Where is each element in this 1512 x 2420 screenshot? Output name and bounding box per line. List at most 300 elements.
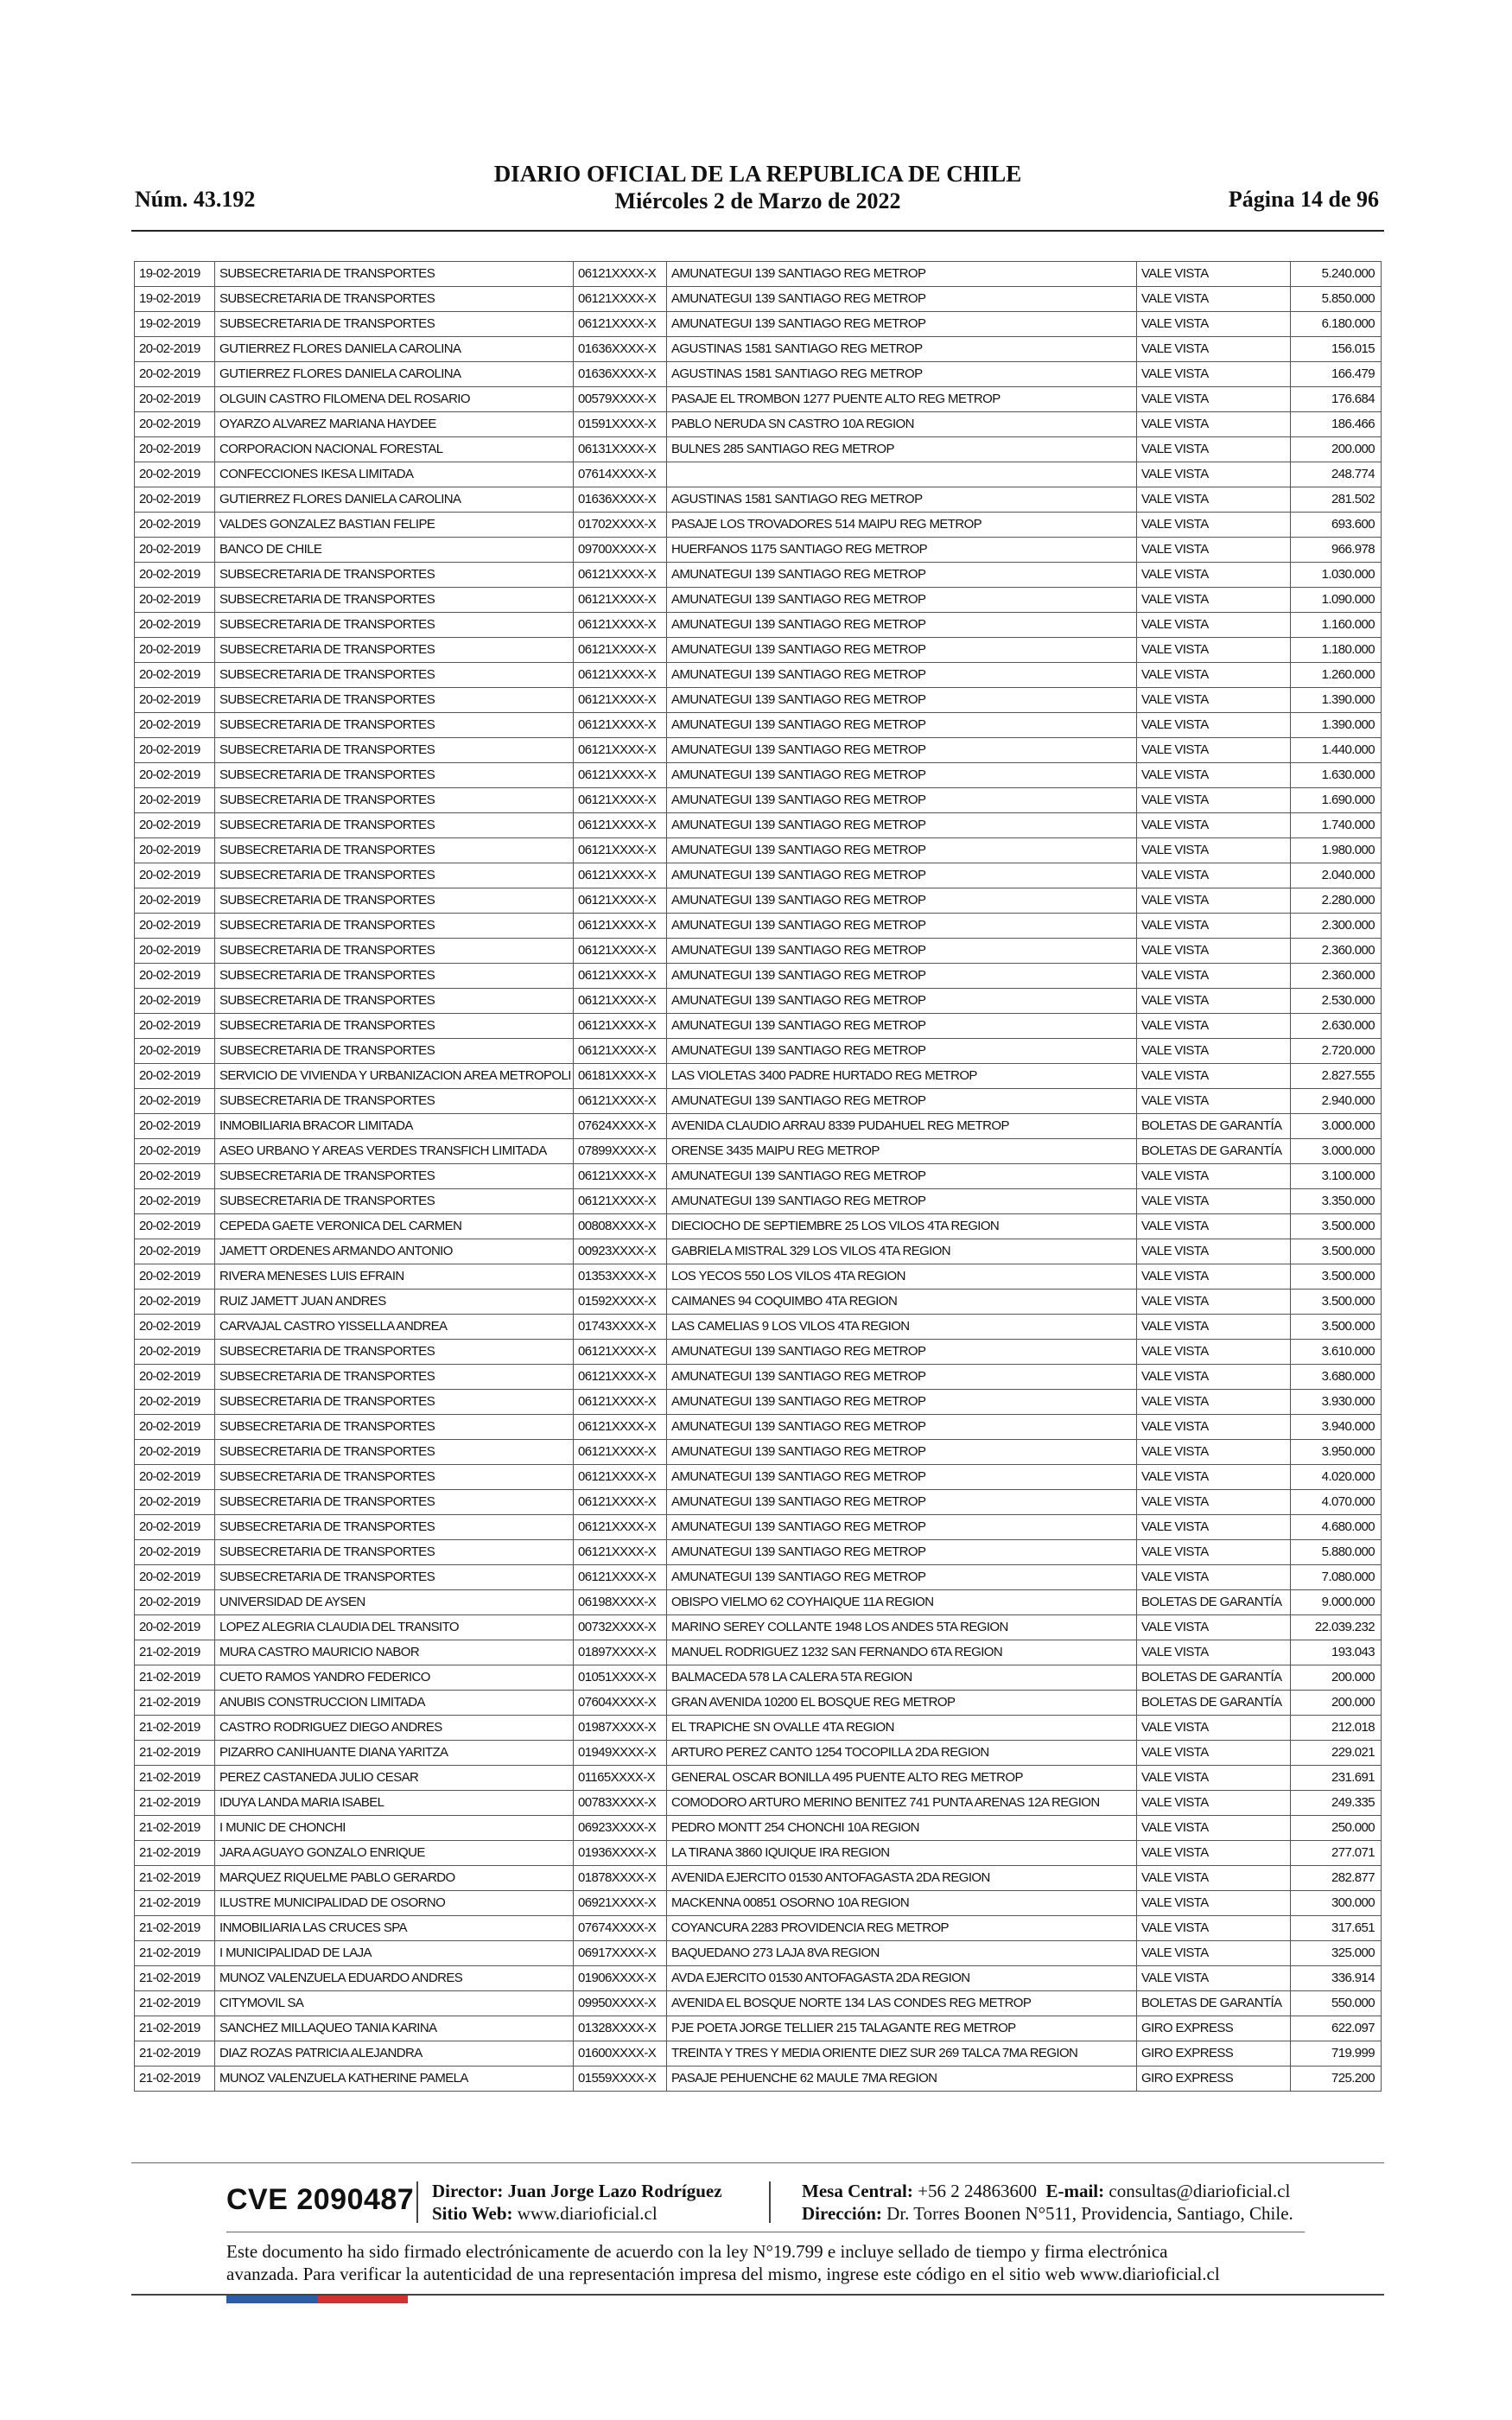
date-cell: 20-02-2019 <box>135 1239 215 1264</box>
rut-cell: 06121XXXX-X <box>574 1415 667 1440</box>
rut-cell: 07899XXXX-X <box>574 1139 667 1164</box>
address-cell: PEDRO MONTT 254 CHONCHI 10A REGION <box>667 1816 1137 1841</box>
document-type-cell: VALE VISTA <box>1137 312 1291 337</box>
address-cell: AVENIDA CLAUDIO ARRAU 8339 PUDAHUEL REG METROP <box>667 1114 1137 1139</box>
date-cell: 21-02-2019 <box>135 1741 215 1766</box>
address-cell: AVENIDA EJERCITO 01530 ANTOFAGASTA 2DA REGION <box>667 1866 1137 1891</box>
address-cell: AMUNATEGUI 139 SANTIAGO REG METROP <box>667 563 1137 588</box>
table-row <box>135 1540 1382 1565</box>
table-row <box>135 1264 1382 1290</box>
name-cell: CUETO RAMOS YANDRO FEDERICO <box>215 1665 574 1691</box>
name-cell: SUBSECRETARIA DE TRANSPORTES <box>215 563 574 588</box>
name-cell: CASTRO RODRIGUEZ DIEGO ANDRES <box>215 1716 574 1741</box>
amount-cell: 3.500.000 <box>1291 1290 1382 1315</box>
document-type-cell: VALE VISTA <box>1137 513 1291 538</box>
address-cell: AMUNATEGUI 139 SANTIAGO REG METROP <box>667 588 1137 613</box>
rut-cell: 01591XXXX-X <box>574 412 667 437</box>
table-row <box>135 1891 1382 1916</box>
table-row <box>135 2067 1382 2092</box>
table-row <box>135 1916 1382 1941</box>
date-cell: 20-02-2019 <box>135 989 215 1014</box>
date-cell: 19-02-2019 <box>135 262 215 287</box>
rut-cell: 06121XXXX-X <box>574 964 667 989</box>
rut-cell: 06121XXXX-X <box>574 588 667 613</box>
address-cell: AMUNATEGUI 139 SANTIAGO REG METROP <box>667 788 1137 813</box>
document-type-cell: VALE VISTA <box>1137 1791 1291 1816</box>
table-row <box>135 863 1382 888</box>
document-type-cell: VALE VISTA <box>1137 763 1291 788</box>
address-cell: PJE POETA JORGE TELLIER 215 TALAGANTE REG METROP <box>667 2016 1137 2041</box>
document-type-cell: VALE VISTA <box>1137 1390 1291 1415</box>
table-row <box>135 1741 1382 1766</box>
issue-number: Núm. 43.192 <box>135 187 256 212</box>
rut-cell: 01600XXXX-X <box>574 2041 667 2067</box>
date-cell: 20-02-2019 <box>135 688 215 713</box>
publication-date: Miércoles 2 de Marzo de 2022 <box>614 188 901 213</box>
name-cell: OLGUIN CASTRO FILOMENA DEL ROSARIO <box>215 387 574 412</box>
rut-cell: 09950XXXX-X <box>574 1991 667 2016</box>
document-type-cell: VALE VISTA <box>1137 462 1291 487</box>
table-row <box>135 1189 1382 1214</box>
date-cell: 21-02-2019 <box>135 1665 215 1691</box>
document-type-cell: GIRO EXPRESS <box>1137 2016 1291 2041</box>
amount-cell: 719.999 <box>1291 2041 1382 2067</box>
address-cell: AVDA EJERCITO 01530 ANTOFAGASTA 2DA REGION <box>667 1966 1137 1991</box>
address-cell: LAS VIOLETAS 3400 PADRE HURTADO REG METROP <box>667 1064 1137 1089</box>
date-cell: 21-02-2019 <box>135 2041 215 2067</box>
rut-cell: 01936XXXX-X <box>574 1841 667 1866</box>
name-cell: JAMETT ORDENES ARMANDO ANTONIO <box>215 1239 574 1264</box>
document-type-cell: VALE VISTA <box>1137 487 1291 513</box>
document-type-cell: VALE VISTA <box>1137 1966 1291 1991</box>
address-value: Dr. Torres Boonen N°511, Providencia, Santiago, Chile. <box>886 2203 1293 2224</box>
table-row <box>135 838 1382 863</box>
date-cell: 21-02-2019 <box>135 1816 215 1841</box>
rut-cell: 07624XXXX-X <box>574 1114 667 1139</box>
date-cell: 20-02-2019 <box>135 1290 215 1315</box>
cve-code: CVE 2090487 <box>226 2183 415 2216</box>
name-cell: SUBSECRETARIA DE TRANSPORTES <box>215 1014 574 1039</box>
date-cell: 20-02-2019 <box>135 387 215 412</box>
amount-cell: 277.071 <box>1291 1841 1382 1866</box>
name-cell: ASEO URBANO Y AREAS VERDES TRANSFICH LIMITADA <box>215 1139 574 1164</box>
rut-cell: 06121XXXX-X <box>574 1515 667 1540</box>
rut-cell: 01353XXXX-X <box>574 1264 667 1290</box>
name-cell: SUBSECRETARIA DE TRANSPORTES <box>215 613 574 638</box>
table-row <box>135 513 1382 538</box>
amount-cell: 212.018 <box>1291 1716 1382 1741</box>
table-row <box>135 1064 1382 1089</box>
address-cell: AMUNATEGUI 139 SANTIAGO REG METROP <box>667 1189 1137 1214</box>
amount-cell: 3.500.000 <box>1291 1239 1382 1264</box>
table-row <box>135 262 1382 287</box>
table-row <box>135 1415 1382 1440</box>
date-cell: 20-02-2019 <box>135 1214 215 1239</box>
amount-cell: 186.466 <box>1291 412 1382 437</box>
table-row <box>135 613 1382 638</box>
rut-cell: 00579XXXX-X <box>574 387 667 412</box>
name-cell: SUBSECRETARIA DE TRANSPORTES <box>215 638 574 663</box>
name-cell: I MUNICIPALIDAD DE LAJA <box>215 1941 574 1966</box>
rut-cell: 01328XXXX-X <box>574 2016 667 2041</box>
amount-cell: 4.070.000 <box>1291 1490 1382 1515</box>
address-cell: PASAJE LOS TROVADORES 514 MAIPU REG METROP <box>667 513 1137 538</box>
rut-cell: 06121XXXX-X <box>574 1089 667 1114</box>
address-cell: HUERFANOS 1175 SANTIAGO REG METROP <box>667 538 1137 563</box>
name-cell: SUBSECRETARIA DE TRANSPORTES <box>215 1164 574 1189</box>
name-cell: CEPEDA GAETE VERONICA DEL CARMEN <box>215 1214 574 1239</box>
amount-cell: 250.000 <box>1291 1816 1382 1841</box>
table-row <box>135 1239 1382 1264</box>
rut-cell: 06121XXXX-X <box>574 1340 667 1365</box>
table-row <box>135 1465 1382 1490</box>
website-label: Sitio Web: <box>432 2203 513 2224</box>
amount-cell: 22.039.232 <box>1291 1615 1382 1640</box>
rut-cell: 06121XXXX-X <box>574 763 667 788</box>
date-cell: 21-02-2019 <box>135 1766 215 1791</box>
amount-cell: 1.690.000 <box>1291 788 1382 813</box>
rut-cell: 09700XXXX-X <box>574 538 667 563</box>
table-row <box>135 362 1382 387</box>
email-link[interactable]: consultas@diarioficial.cl <box>1109 2181 1291 2201</box>
name-cell: RIVERA MENESES LUIS EFRAIN <box>215 1264 574 1290</box>
document-type-cell: VALE VISTA <box>1137 788 1291 813</box>
table-row <box>135 713 1382 738</box>
table-row <box>135 487 1382 513</box>
table-row <box>135 1565 1382 1590</box>
rut-cell: 07604XXXX-X <box>574 1691 667 1716</box>
amount-cell: 5.240.000 <box>1291 262 1382 287</box>
date-cell: 20-02-2019 <box>135 738 215 763</box>
page-number: Página 14 de 96 <box>1228 187 1379 212</box>
name-cell: SUBSECRETARIA DE TRANSPORTES <box>215 888 574 914</box>
date-cell: 20-02-2019 <box>135 1565 215 1590</box>
document-type-cell: VALE VISTA <box>1137 1841 1291 1866</box>
date-cell: 20-02-2019 <box>135 1465 215 1490</box>
name-cell: PIZARRO CANIHUANTE DIANA YARITZA <box>215 1741 574 1766</box>
name-cell: SUBSECRETARIA DE TRANSPORTES <box>215 1540 574 1565</box>
name-cell: GUTIERREZ FLORES DANIELA CAROLINA <box>215 362 574 387</box>
document-type-cell: VALE VISTA <box>1137 1891 1291 1916</box>
table-row <box>135 538 1382 563</box>
table-row <box>135 1640 1382 1665</box>
table-row <box>135 1440 1382 1465</box>
date-cell: 20-02-2019 <box>135 1014 215 1039</box>
document-type-cell: BOLETAS DE GARANTÍA <box>1137 1665 1291 1691</box>
document-type-cell: VALE VISTA <box>1137 412 1291 437</box>
rut-cell: 06121XXXX-X <box>574 663 667 688</box>
name-cell: INMOBILIARIA BRACOR LIMITADA <box>215 1114 574 1139</box>
date-cell: 20-02-2019 <box>135 513 215 538</box>
document-type-cell: VALE VISTA <box>1137 1089 1291 1114</box>
rut-cell: 06121XXXX-X <box>574 1540 667 1565</box>
address-cell: AMUNATEGUI 139 SANTIAGO REG METROP <box>667 663 1137 688</box>
date-cell: 20-02-2019 <box>135 1340 215 1365</box>
table-row <box>135 939 1382 964</box>
address-cell: AMUNATEGUI 139 SANTIAGO REG METROP <box>667 1415 1137 1440</box>
table-row <box>135 1590 1382 1615</box>
date-cell: 20-02-2019 <box>135 462 215 487</box>
table-row <box>135 462 1382 487</box>
address-cell: COMODORO ARTURO MERINO BENITEZ 741 PUNTA ARENAS 12A REGION <box>667 1791 1137 1816</box>
rut-cell: 01702XXXX-X <box>574 513 667 538</box>
rut-cell: 06121XXXX-X <box>574 262 667 287</box>
table-row <box>135 1139 1382 1164</box>
rut-cell: 01897XXXX-X <box>574 1640 667 1665</box>
address-cell: BALMACEDA 578 LA CALERA 5TA REGION <box>667 1665 1137 1691</box>
flag-stripe-blue <box>226 2296 318 2303</box>
rut-cell: 06121XXXX-X <box>574 287 667 312</box>
name-cell: SUBSECRETARIA DE TRANSPORTES <box>215 1390 574 1415</box>
amount-cell: 176.684 <box>1291 387 1382 412</box>
date-cell: 20-02-2019 <box>135 588 215 613</box>
amount-cell: 5.850.000 <box>1291 287 1382 312</box>
name-cell: MURA CASTRO MAURICIO NABOR <box>215 1640 574 1665</box>
amount-cell: 2.827.555 <box>1291 1064 1382 1089</box>
date-cell: 21-02-2019 <box>135 1966 215 1991</box>
name-cell: SUBSECRETARIA DE TRANSPORTES <box>215 1415 574 1440</box>
rut-cell: 01636XXXX-X <box>574 362 667 387</box>
date-cell: 20-02-2019 <box>135 1139 215 1164</box>
table-row <box>135 638 1382 663</box>
amount-cell: 7.080.000 <box>1291 1565 1382 1590</box>
amount-cell: 550.000 <box>1291 1991 1382 2016</box>
rut-cell: 06121XXXX-X <box>574 989 667 1014</box>
rut-cell: 01636XXXX-X <box>574 337 667 362</box>
date-cell: 21-02-2019 <box>135 1791 215 1816</box>
table-row <box>135 1691 1382 1716</box>
document-type-cell: VALE VISTA <box>1137 1465 1291 1490</box>
email-label: E-mail: <box>1045 2181 1105 2201</box>
amount-cell: 281.502 <box>1291 487 1382 513</box>
table-row <box>135 1665 1382 1691</box>
name-cell: SUBSECRETARIA DE TRANSPORTES <box>215 287 574 312</box>
amount-cell: 725.200 <box>1291 2067 1382 2092</box>
amount-cell: 4.680.000 <box>1291 1515 1382 1540</box>
address-cell: PASAJE PEHUENCHE 62 MAULE 7MA REGION <box>667 2067 1137 2092</box>
name-cell: SUBSECRETARIA DE TRANSPORTES <box>215 838 574 863</box>
page-header <box>131 161 1384 221</box>
amount-cell: 300.000 <box>1291 1891 1382 1916</box>
document-type-cell: VALE VISTA <box>1137 1340 1291 1365</box>
amount-cell: 3.500.000 <box>1291 1315 1382 1340</box>
address-cell: LA TIRANA 3860 IQUIQUE IRA REGION <box>667 1841 1137 1866</box>
document-type-cell: VALE VISTA <box>1137 1290 1291 1315</box>
date-cell: 21-02-2019 <box>135 1891 215 1916</box>
table-row <box>135 964 1382 989</box>
document-type-cell: VALE VISTA <box>1137 1741 1291 1766</box>
amount-cell: 1.390.000 <box>1291 713 1382 738</box>
date-cell: 20-02-2019 <box>135 788 215 813</box>
name-cell: CONFECCIONES IKESA LIMITADA <box>215 462 574 487</box>
amount-cell: 248.774 <box>1291 462 1382 487</box>
date-cell: 20-02-2019 <box>135 1164 215 1189</box>
rut-cell: 06121XXXX-X <box>574 813 667 838</box>
rut-cell: 06121XXXX-X <box>574 788 667 813</box>
address-cell: AMUNATEGUI 139 SANTIAGO REG METROP <box>667 1465 1137 1490</box>
name-cell: SUBSECRETARIA DE TRANSPORTES <box>215 663 574 688</box>
amount-cell: 3.000.000 <box>1291 1139 1382 1164</box>
amount-cell: 3.680.000 <box>1291 1365 1382 1390</box>
name-cell: MARQUEZ RIQUELME PABLO GERARDO <box>215 1866 574 1891</box>
amount-cell: 2.630.000 <box>1291 1014 1382 1039</box>
date-cell: 20-02-2019 <box>135 362 215 387</box>
name-cell: SUBSECRETARIA DE TRANSPORTES <box>215 1340 574 1365</box>
amount-cell: 1.630.000 <box>1291 763 1382 788</box>
table-row <box>135 663 1382 688</box>
date-cell: 20-02-2019 <box>135 1089 215 1114</box>
amount-cell: 4.020.000 <box>1291 1465 1382 1490</box>
document-type-cell: VALE VISTA <box>1137 1164 1291 1189</box>
amount-cell: 3.930.000 <box>1291 1390 1382 1415</box>
date-cell: 21-02-2019 <box>135 1941 215 1966</box>
date-cell: 21-02-2019 <box>135 2067 215 2092</box>
rut-cell: 01592XXXX-X <box>574 1290 667 1315</box>
document-type-cell: VALE VISTA <box>1137 387 1291 412</box>
rut-cell: 06121XXXX-X <box>574 1014 667 1039</box>
rut-cell: 01906XXXX-X <box>574 1966 667 1991</box>
amount-cell: 1.090.000 <box>1291 588 1382 613</box>
table-row <box>135 788 1382 813</box>
rut-cell: 06121XXXX-X <box>574 1164 667 1189</box>
rut-cell: 06121XXXX-X <box>574 713 667 738</box>
date-cell: 20-02-2019 <box>135 713 215 738</box>
amount-cell: 3.350.000 <box>1291 1189 1382 1214</box>
document-type-cell: VALE VISTA <box>1137 1816 1291 1841</box>
amount-cell: 249.335 <box>1291 1791 1382 1816</box>
rut-cell: 06121XXXX-X <box>574 312 667 337</box>
amount-cell: 200.000 <box>1291 437 1382 462</box>
document-type-cell: VALE VISTA <box>1137 1189 1291 1214</box>
address-cell: AMUNATEGUI 139 SANTIAGO REG METROP <box>667 1014 1137 1039</box>
rut-cell: 01987XXXX-X <box>574 1716 667 1741</box>
date-cell: 20-02-2019 <box>135 1315 215 1340</box>
rut-cell: 06121XXXX-X <box>574 1465 667 1490</box>
table-row <box>135 287 1382 312</box>
address-cell: AMUNATEGUI 139 SANTIAGO REG METROP <box>667 964 1137 989</box>
document-type-cell: VALE VISTA <box>1137 1239 1291 1264</box>
table-row <box>135 1014 1382 1039</box>
name-cell: MUNOZ VALENZUELA KATHERINE PAMELA <box>215 2067 574 2092</box>
website-link[interactable]: www.diarioficial.cl <box>517 2203 658 2224</box>
table-row <box>135 1791 1382 1816</box>
date-cell: 20-02-2019 <box>135 763 215 788</box>
address-cell: BAQUEDANO 273 LAJA 8VA REGION <box>667 1941 1137 1966</box>
table-row <box>135 888 1382 914</box>
director-block <box>432 2180 722 2225</box>
name-cell: OYARZO ALVAREZ MARIANA HAYDEE <box>215 412 574 437</box>
document-type-cell: BOLETAS DE GARANTÍA <box>1137 1590 1291 1615</box>
document-type-cell: VALE VISTA <box>1137 1766 1291 1791</box>
document-type-cell: VALE VISTA <box>1137 262 1291 287</box>
amount-cell: 3.000.000 <box>1291 1114 1382 1139</box>
amount-cell: 2.280.000 <box>1291 888 1382 914</box>
document-type-cell: VALE VISTA <box>1137 1365 1291 1390</box>
rut-cell: 06921XXXX-X <box>574 1891 667 1916</box>
amount-cell: 3.500.000 <box>1291 1214 1382 1239</box>
name-cell: SUBSECRETARIA DE TRANSPORTES <box>215 262 574 287</box>
name-cell: SANCHEZ MILLAQUEO TANIA KARINA <box>215 2016 574 2041</box>
name-cell: CARVAJAL CASTRO YISSELLA ANDREA <box>215 1315 574 1340</box>
rut-cell: 07674XXXX-X <box>574 1916 667 1941</box>
document-type-cell: VALE VISTA <box>1137 287 1291 312</box>
name-cell: SUBSECRETARIA DE TRANSPORTES <box>215 1515 574 1540</box>
name-cell: SUBSECRETARIA DE TRANSPORTES <box>215 713 574 738</box>
table-row <box>135 1615 1382 1640</box>
table-row <box>135 1089 1382 1114</box>
amount-cell: 193.043 <box>1291 1640 1382 1665</box>
document-type-cell: VALE VISTA <box>1137 688 1291 713</box>
address-cell: AMUNATEGUI 139 SANTIAGO REG METROP <box>667 738 1137 763</box>
table-row <box>135 1941 1382 1966</box>
address-cell: AMUNATEGUI 139 SANTIAGO REG METROP <box>667 763 1137 788</box>
name-cell: ANUBIS CONSTRUCCION LIMITADA <box>215 1691 574 1716</box>
document-type-cell: VALE VISTA <box>1137 888 1291 914</box>
date-cell: 21-02-2019 <box>135 1991 215 2016</box>
document-type-cell: VALE VISTA <box>1137 989 1291 1014</box>
name-cell: SUBSECRETARIA DE TRANSPORTES <box>215 1490 574 1515</box>
address-cell: AMUNATEGUI 139 SANTIAGO REG METROP <box>667 1440 1137 1465</box>
date-cell: 20-02-2019 <box>135 1540 215 1565</box>
address-cell: AMUNATEGUI 139 SANTIAGO REG METROP <box>667 1164 1137 1189</box>
amount-cell: 2.530.000 <box>1291 989 1382 1014</box>
amount-cell: 966.978 <box>1291 538 1382 563</box>
rut-cell: 06121XXXX-X <box>574 638 667 663</box>
rut-cell: 01636XXXX-X <box>574 487 667 513</box>
table-row <box>135 1114 1382 1139</box>
address-cell: LAS CAMELIAS 9 LOS VILOS 4TA REGION <box>667 1315 1137 1340</box>
table-row <box>135 1766 1382 1791</box>
name-cell: CORPORACION NACIONAL FORESTAL <box>215 437 574 462</box>
address-cell: AMUNATEGUI 139 SANTIAGO REG METROP <box>667 638 1137 663</box>
document-type-cell: VALE VISTA <box>1137 1064 1291 1089</box>
date-cell: 20-02-2019 <box>135 1615 215 1640</box>
rut-cell: 01051XXXX-X <box>574 1665 667 1691</box>
address-cell: LOS YECOS 550 LOS VILOS 4TA REGION <box>667 1264 1137 1290</box>
document-type-cell: VALE VISTA <box>1137 1214 1291 1239</box>
date-cell: 20-02-2019 <box>135 863 215 888</box>
address-cell: AMUNATEGUI 139 SANTIAGO REG METROP <box>667 863 1137 888</box>
table-row <box>135 1164 1382 1189</box>
address-line <box>802 2202 1293 2225</box>
document-type-cell: VALE VISTA <box>1137 1716 1291 1741</box>
rut-cell: 06121XXXX-X <box>574 563 667 588</box>
address-cell: TREINTA Y TRES Y MEDIA ORIENTE DIEZ SUR 269 TALCA 7MA REGION <box>667 2041 1137 2067</box>
document-type-cell: VALE VISTA <box>1137 1640 1291 1665</box>
name-cell: SUBSECRETARIA DE TRANSPORTES <box>215 989 574 1014</box>
amount-cell: 325.000 <box>1291 1941 1382 1966</box>
address-cell: BULNES 285 SANTIAGO REG METROP <box>667 437 1137 462</box>
address-cell: AMUNATEGUI 139 SANTIAGO REG METROP <box>667 287 1137 312</box>
document-type-cell: VALE VISTA <box>1137 538 1291 563</box>
address-cell: AMUNATEGUI 139 SANTIAGO REG METROP <box>667 713 1137 738</box>
date-cell: 19-02-2019 <box>135 287 215 312</box>
amount-cell: 2.300.000 <box>1291 914 1382 939</box>
table-row <box>135 588 1382 613</box>
document-type-cell: VALE VISTA <box>1137 1415 1291 1440</box>
amount-cell: 2.940.000 <box>1291 1089 1382 1114</box>
name-cell: SUBSECRETARIA DE TRANSPORTES <box>215 1565 574 1590</box>
rut-cell: 06121XXXX-X <box>574 1365 667 1390</box>
table-row <box>135 2041 1382 2067</box>
amount-cell: 1.980.000 <box>1291 838 1382 863</box>
name-cell: DIAZ ROZAS PATRICIA ALEJANDRA <box>215 2041 574 2067</box>
footer-separator <box>769 2181 771 2223</box>
address-cell: AMUNATEGUI 139 SANTIAGO REG METROP <box>667 1365 1137 1390</box>
date-cell: 21-02-2019 <box>135 1916 215 1941</box>
date-cell: 20-02-2019 <box>135 888 215 914</box>
document-type-cell: VALE VISTA <box>1137 1565 1291 1590</box>
